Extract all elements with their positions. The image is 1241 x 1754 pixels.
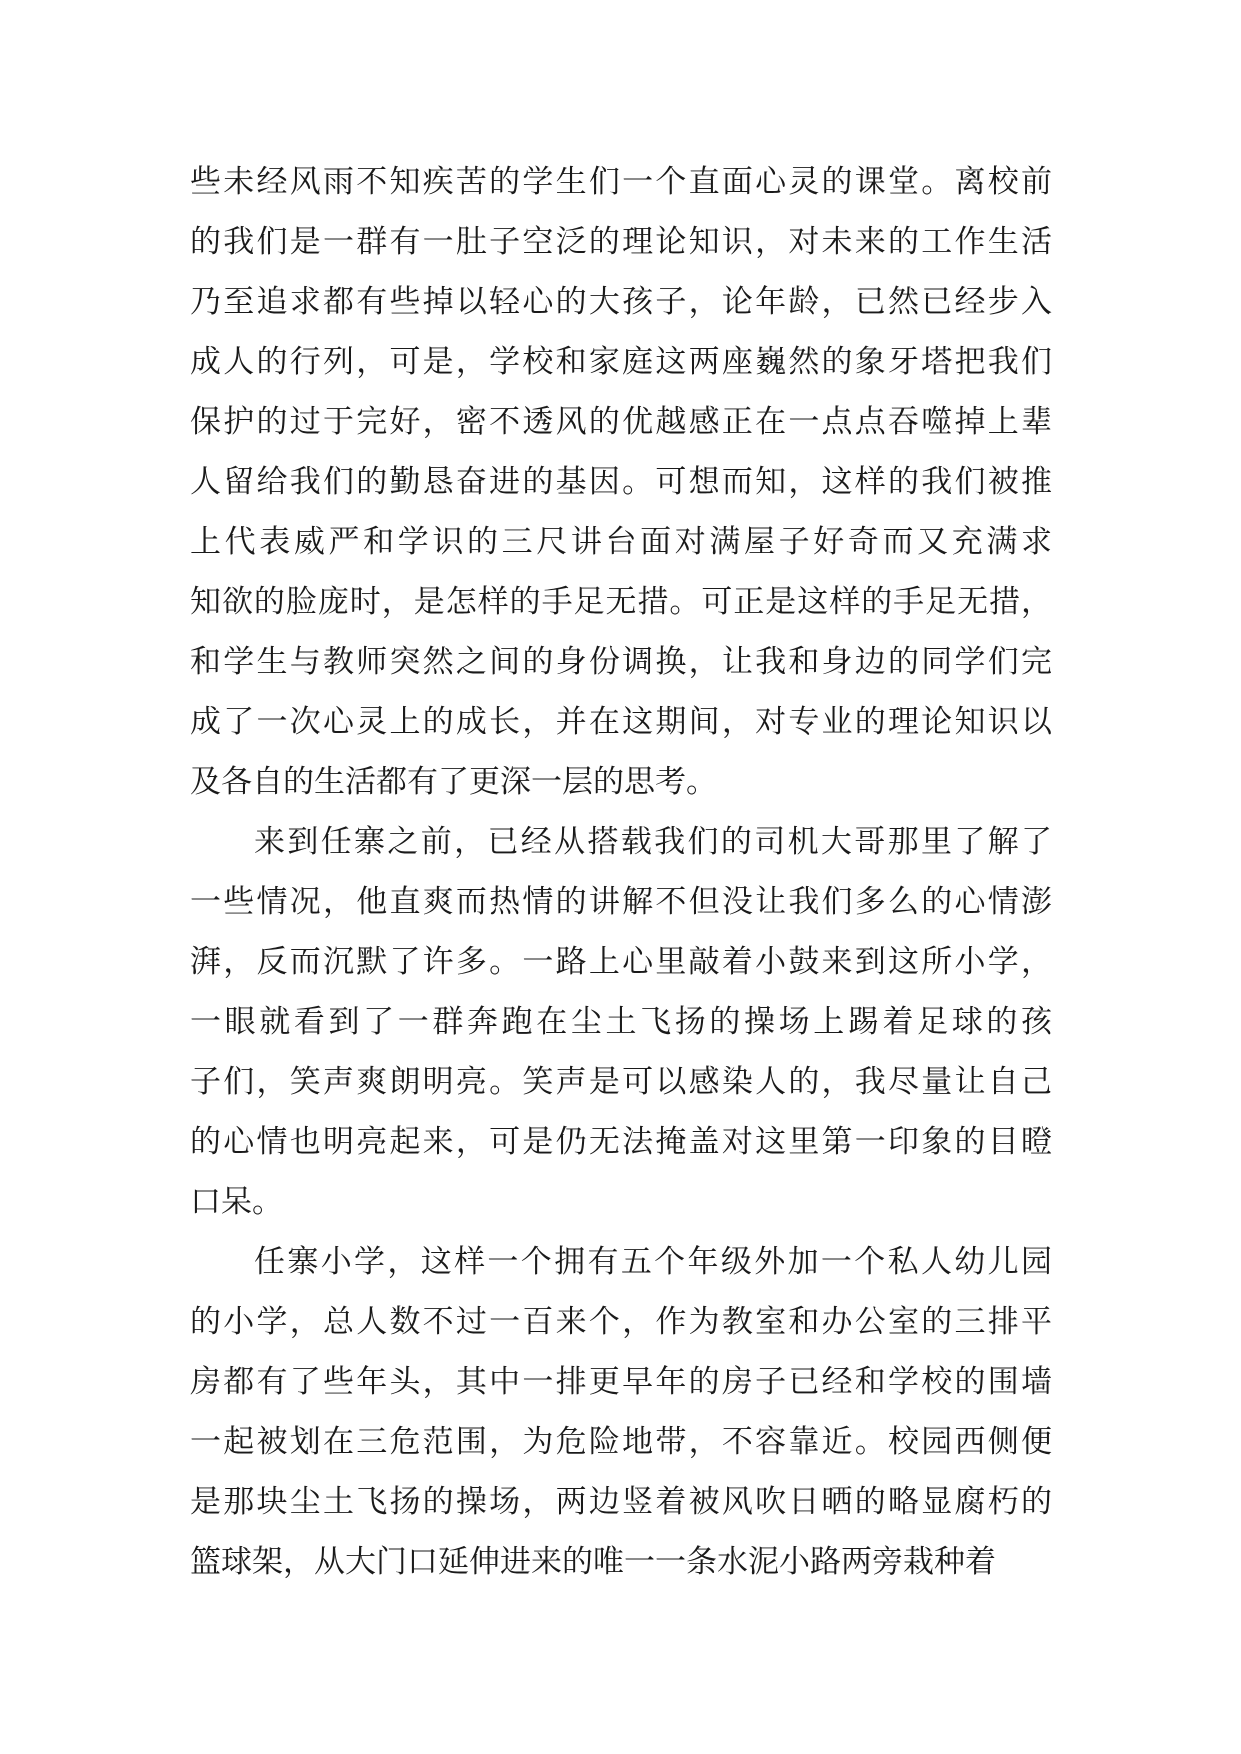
text-line: 人留给我们的勤恳奋进的基因。可想而知，这样的我们被推 [190, 464, 1052, 500]
text-line: 篮球架，从大门口延伸进来的唯一一条水泥小路两旁栽种着 [190, 1544, 996, 1580]
text-line: 和学生与教师突然之间的身份调换，让我和身边的同学们完 [190, 644, 1052, 680]
text-line: 是那块尘土飞扬的操场，两边竖着被风吹日晒的略显腐朽的 [190, 1484, 1052, 1520]
text-line: 的心情也明亮起来，可是仍无法掩盖对这里第一印象的目瞪 [190, 1124, 1052, 1160]
paragraph [190, 152, 1052, 812]
text-line: 一眼就看到了一群奔跑在尘土飞扬的操场上踢着足球的孩 [190, 1004, 1052, 1040]
text-line: 口呆。 [190, 1184, 283, 1220]
text-line: 乃至追求都有些掉以轻心的大孩子，论年龄，已然已经步入 [190, 284, 1052, 320]
text-line: 保护的过于完好，密不透风的优越感正在一点点吞噬掉上辈 [190, 404, 1052, 440]
body-text [190, 152, 1052, 1592]
text-line: 湃，反而沉默了许多。一路上心里敲着小鼓来到这所小学， [190, 944, 1052, 980]
text-line: 知欲的脸庞时，是怎样的手足无措。可正是这样的手足无措， [190, 584, 1052, 620]
paragraph [190, 1232, 1052, 1592]
text-line: 及各自的生活都有了更深一层的思考。 [190, 764, 717, 800]
text-line: 来到任寨之前，已经从搭载我们的司机大哥那里了解了 [254, 824, 1052, 860]
paragraph [190, 812, 1052, 1232]
text-line: 房都有了些年头，其中一排更早年的房子已经和学校的围墙 [190, 1364, 1052, 1400]
text-line: 些未经风雨不知疾苦的学生们一个直面心灵的课堂。离校前 [190, 164, 1052, 200]
text-line: 的小学，总人数不过一百来个，作为教室和办公室的三排平 [190, 1304, 1052, 1340]
text-line: 子们，笑声爽朗明亮。笑声是可以感染人的，我尽量让自己 [190, 1064, 1052, 1100]
text-line: 一些情况，他直爽而热情的讲解不但没让我们多么的心情澎 [190, 884, 1052, 920]
text-line: 上代表威严和学识的三尺讲台面对满屋子好奇而又充满求 [190, 524, 1052, 560]
text-line: 成人的行列，可是，学校和家庭这两座巍然的象牙塔把我们 [190, 344, 1052, 380]
text-line: 的我们是一群有一肚子空泛的理论知识，对未来的工作生活 [190, 224, 1052, 260]
text-line: 成了一次心灵上的成长，并在这期间，对专业的理论知识以 [190, 704, 1052, 740]
text-line: 任寨小学，这样一个拥有五个年级外加一个私人幼儿园 [254, 1244, 1052, 1280]
text-line: 一起被划在三危范围，为危险地带，不容靠近。校园西侧便 [190, 1424, 1052, 1460]
